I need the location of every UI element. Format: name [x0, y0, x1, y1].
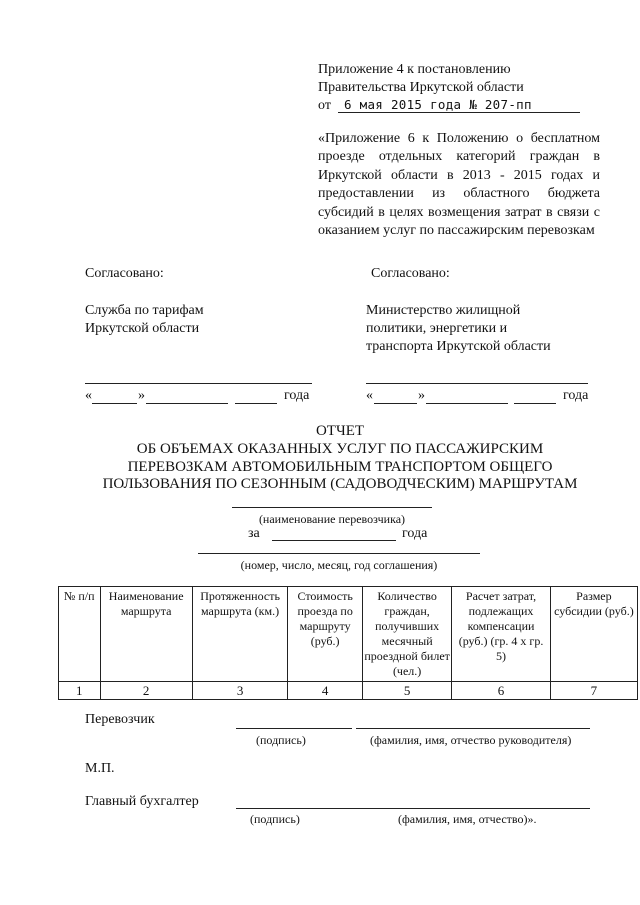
accountant-name-caption: (фамилия, имя, отчество)». — [398, 812, 537, 826]
agreement-caption: (номер, число, месяц, год соглашения) — [240, 558, 438, 572]
column-number-cell: 3 — [192, 682, 287, 700]
report-subtitle-line-1: ОБ ОБЪЕМАХ ОКАЗАННЫХ УСЛУГ ПО ПАССАЖИРСКИМ — [136, 441, 544, 457]
header-line-2: Правительства Иркутской области — [318, 80, 524, 95]
column-number-cell: 7 — [550, 682, 637, 700]
header-cell-route-name: Наименование маршрута — [100, 587, 192, 682]
carrier-name-line — [232, 507, 432, 508]
header-cell-route-length: Протяженность маршрута (км.) — [192, 587, 287, 682]
left-approval-year-line — [235, 403, 277, 404]
column-number-cell: 5 — [363, 682, 452, 700]
left-approval-date-close: » — [138, 388, 145, 403]
right-approval-org-line-1: Министерство жилищной — [366, 303, 521, 318]
left-approval-day-line — [92, 403, 137, 404]
header-cell-subsidy: Размер субсидии (руб.) — [550, 587, 637, 682]
carrier-head-name-caption: (фамилия, имя, отчество руководителя) — [370, 733, 572, 747]
header-date-underline — [338, 112, 580, 113]
header-line-1: Приложение 4 к постановлению — [318, 62, 511, 77]
agreement-line — [198, 553, 480, 554]
report-table — [58, 586, 638, 700]
right-approval-date-open: « — [366, 388, 373, 403]
right-approval-org-line-2: политики, энергетики и — [366, 321, 508, 336]
report-title: ОТЧЕТ — [315, 423, 365, 439]
right-approval-year-word: года — [563, 388, 589, 403]
column-number-cell: 4 — [288, 682, 363, 700]
right-approval-org-line-3: транспорта Иркутской области — [366, 339, 551, 354]
carrier-signature-caption: (подпись) — [256, 733, 306, 747]
left-approval-signature-line — [85, 383, 312, 384]
accountant-signature-line — [236, 808, 590, 809]
column-number-cell: 2 — [100, 682, 192, 700]
carrier-label: Перевозчик — [85, 712, 155, 727]
right-approval-title: Согласовано: — [371, 266, 450, 281]
left-approval-date-open: « — [85, 388, 92, 403]
left-approval-year-word: года — [284, 388, 310, 403]
column-number-cell: 1 — [59, 682, 101, 700]
header-cell-cost-calculation: Расчет затрат, подлежащих компенсации (руб.) (гр. 4 х гр. 5) — [452, 587, 551, 682]
carrier-head-name-line — [356, 728, 590, 729]
period-line — [272, 540, 396, 541]
right-approval-date-close: » — [418, 388, 425, 403]
left-approval-title: Согласовано: — [85, 266, 164, 281]
right-approval-month-line — [426, 403, 508, 404]
appendix-note: «Приложение 6 к Положению о бесплатном проезде отдельных категорий граждан в Иркутской области в 2013 - 2015 годах и предоставлении из областного бюджета субсидий в целях возмещения затрат в связи с оказанием услуг по пассажирским перевозкам — [318, 131, 600, 239]
period-suffix: года — [402, 526, 428, 541]
header-from-label: от — [318, 98, 331, 113]
accountant-signature-caption: (подпись) — [250, 812, 300, 826]
accountant-label: Главный бухгалтер — [85, 794, 199, 809]
column-number-cell: 6 — [452, 682, 551, 700]
report-subtitle-line-2: ПЕРЕВОЗКАМ АВТОМОБИЛЬНЫМ ТРАНСПОРТОМ ОБЩЕГО — [127, 459, 553, 475]
carrier-signature-line — [236, 728, 352, 729]
left-approval-org-line-2: Иркутской области — [85, 321, 200, 336]
right-approval-year-line — [514, 403, 556, 404]
header-date-number: 6 мая 2015 года № 207-пп — [344, 97, 532, 112]
right-approval-signature-line — [366, 383, 588, 384]
period-prefix: за — [248, 526, 260, 541]
header-cell-fare: Стоимость проезда по маршруту (руб.) — [288, 587, 363, 682]
report-subtitle-line-3: ПОЛЬЗОВАНИЯ ПО СЕЗОННЫМ (САДОВОДЧЕСКИМ) МАРШРУТАМ — [102, 476, 578, 492]
left-approval-org-line-1: Служба по тарифам — [85, 303, 204, 318]
left-approval-month-line — [146, 403, 228, 404]
header-cell-number: № п/п — [59, 587, 101, 682]
right-approval-day-line — [374, 403, 417, 404]
header-cell-passenger-count: Количество граждан, получивших месячный проездной билет (чел.) — [363, 587, 452, 682]
table-column-number-row — [59, 682, 638, 700]
table-header-row — [59, 587, 638, 682]
carrier-name-caption: (наименование перевозчика) — [258, 512, 406, 526]
stamp-place: М.П. — [85, 761, 115, 776]
